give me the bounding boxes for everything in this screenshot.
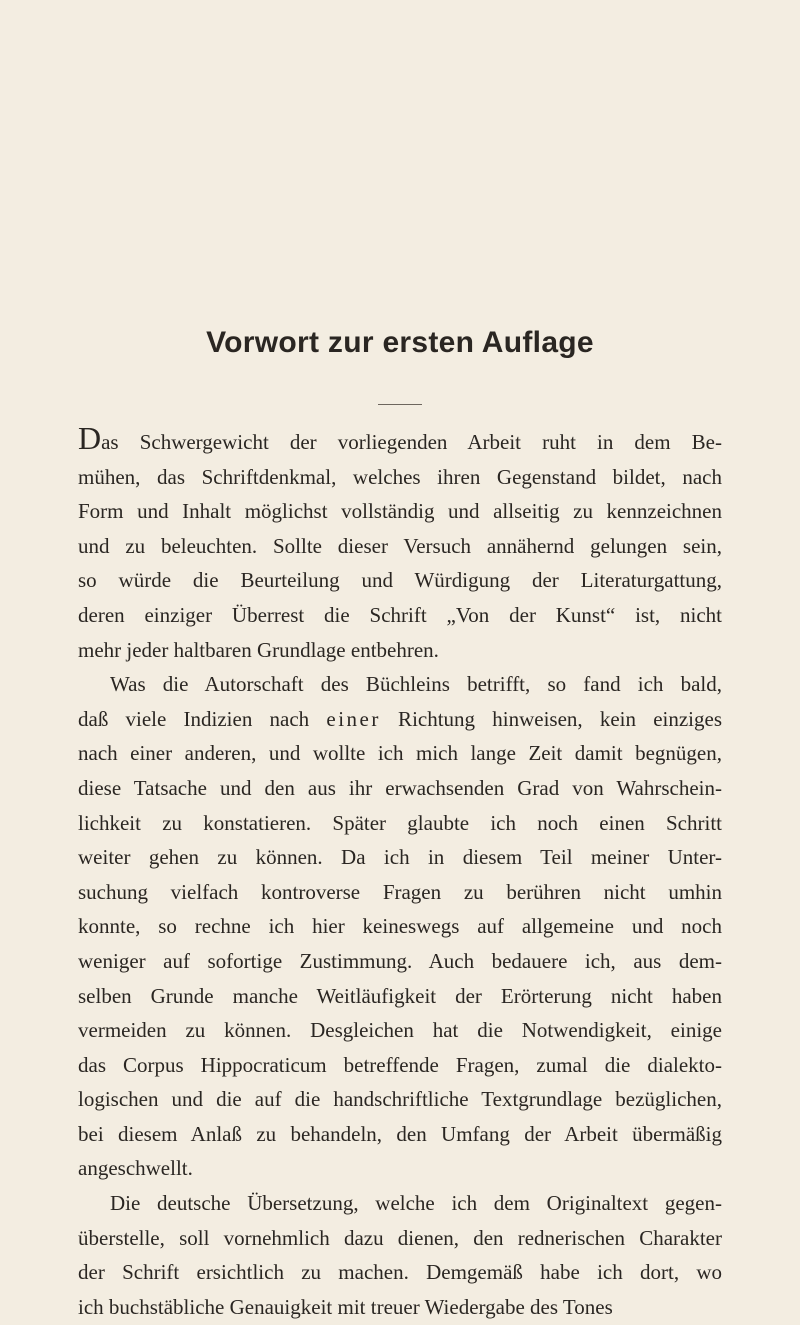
text-run: einer [326,706,381,731]
text-run: so würde die Beurteilung und Würdigung der Literaturgattung, [78,568,722,593]
text-run: das Corpus Hippocraticum betreffende Fragen, zumal die dialekto- [78,1052,722,1077]
text-line [78,806,722,841]
text-line [78,771,722,806]
page-title: Vorwort zur ersten Auflage [206,326,594,359]
text-run: Was die Autorschaft des Büchleins betrifft, so fand ich bald, [110,672,722,697]
text-line [78,1290,722,1325]
text-run: mühen, das Schriftdenkmal, welches ihren Gegenstand bildet, nach [78,464,722,489]
text-run: weniger auf sofortige Zustimmung. Auch bedauere ich, aus dem- [78,948,722,973]
text-run: konnte, so rechne ich hier keineswegs auf allgemeine und noch [78,914,722,939]
text-run: logischen und die auf die handschriftliche Textgrundlage bezüglichen, [78,1087,722,1112]
text-line [78,422,722,460]
text-run: weiter gehen zu können. Da ich in diesem Teil meiner Unter- [78,845,722,870]
text-line [78,1013,722,1048]
text-run: Das Schwergewicht der vorliegenden Arbeit ruht in dem Be- [78,420,722,456]
text-line [78,494,722,529]
text-line [78,979,722,1014]
text-run: vermeiden zu können. Desgleichen hat die Notwendigkeit, einige [78,1018,722,1043]
text-run: der Schrift ersichtlich zu machen. Demgemäß habe ich dort, wo [78,1260,722,1285]
text-line [78,1221,722,1256]
text-run: selben Grunde manche Weitläufigkeit der Erörterung nicht haben [78,983,722,1008]
text-run: Richtung hinweisen, kein einziges [380,706,723,731]
text-run: angeschwellt. [78,1156,193,1181]
text-line [78,529,722,564]
text-line [78,909,722,944]
text-line [78,702,722,737]
initial-letter: D [78,420,102,456]
text-line [78,1151,722,1186]
text-run: überstelle, soll vornehmlich dazu dienen, den rednerischen Charakter [78,1225,722,1250]
text-line [78,633,722,668]
text-line [78,736,722,771]
text-run: Form und Inhalt möglichst vollständig und allseitig zu kennzeichnen [78,499,722,524]
text-line [78,598,722,633]
text-run: und zu beleuchten. Sollte dieser Versuch annähernd gelungen sein, [78,533,722,558]
text-line [78,1082,722,1117]
text-line [78,1048,722,1083]
text-line [78,1186,722,1221]
text-run: diese Tatsache und den aus ihr erwachsenden Grad von Wahrschein- [78,775,722,800]
text-line [78,460,722,495]
text-line [78,1255,722,1290]
text-line [78,563,722,598]
title-divider [378,404,422,405]
text-line [78,840,722,875]
text-run: Die deutsche Übersetzung, welche ich dem Originaltext gegen- [110,1191,722,1216]
text-line [78,667,722,702]
text-line [78,875,722,910]
text-run: mehr jeder haltbaren Grundlage entbehren. [78,637,439,662]
text-run: lichkeit zu konstatieren. Später glaubte ich noch einen Schritt [78,810,722,835]
text-run: nach einer anderen, und wollte ich mich lange Zeit damit begnügen, [78,741,722,766]
text-run: bei diesem Anlaß zu behandeln, den Umfang der Arbeit übermäßig [78,1121,722,1146]
text-run: ich buchstäbliche Genauigkeit mit treuer Wiedergabe des Tones [78,1294,613,1319]
text-run: daß viele Indizien nach [78,706,327,731]
body-text [78,422,722,1324]
text-line [78,944,722,979]
text-line [78,1117,722,1152]
text-run: deren einziger Überrest die Schrift „Von der Kunst“ ist, nicht [78,602,722,627]
text-run: suchung vielfach kontroverse Fragen zu berühren nicht umhin [78,879,722,904]
